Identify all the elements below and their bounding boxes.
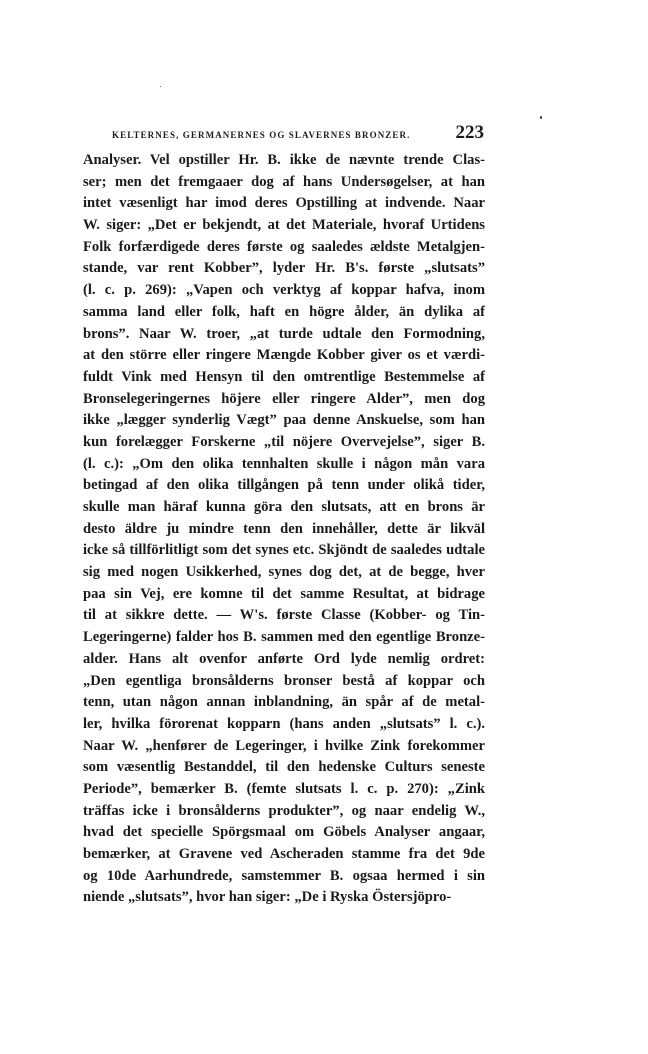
text-line: Bronselegeringernes höjere eller ringere Alder”, men dog bbox=[83, 390, 485, 407]
text-line: fuldt Vink med Hensyn til den omtrentlige Bestemmelse af bbox=[83, 368, 485, 385]
text-line: betingad af den olika tillgången på tenn under olikå tider, bbox=[83, 477, 485, 494]
text-line: „Den egentliga bronsålderns bronser bestå af koppar och bbox=[83, 672, 485, 689]
text-line: (l. c. p. 269): „Vapen och verktyg af koppar hafva, inom bbox=[83, 282, 485, 299]
text-line: desto äldre ju mindre tenn den innehåller, dette är likväl bbox=[83, 520, 485, 537]
text-line: W. siger: „Det er bekjendt, at det Materiale, hvoraf Urtidens bbox=[83, 217, 485, 234]
text-line: ikke „lægger synderlig Vægt” paa denne Anskuelse, som han bbox=[83, 412, 485, 429]
paper-speck bbox=[540, 116, 542, 119]
text-line: paa sin Vej, ere komne til det samme Resultat, at bidrage bbox=[83, 585, 485, 602]
paper-speck bbox=[160, 86, 161, 87]
text-line: alder. Hans alt ovenfor anførte Ord lyde nemlig ordret: bbox=[83, 650, 485, 667]
text-line: kun forelægger Forskerne „til nöjere Overvejelse”, siger B. bbox=[83, 433, 485, 450]
text-line: at den större eller ringere Mængde Kobber giver os et værdi- bbox=[83, 347, 485, 364]
text-line: icke så tillförlitligt som det synes etc. Skjöndt de saaledes udtale bbox=[83, 542, 485, 559]
text-line: niende „slutsats”, hvor han siger: „De i Ryska Östersjöpro- bbox=[83, 889, 452, 906]
text-line: ler, hvilka förorenat kopparn (hans anden „slutsats” l. c.). bbox=[83, 715, 485, 732]
text-line: samma land eller folk, haft en högre ålder, än dylika af bbox=[83, 303, 485, 320]
text-line: träffas icke i bronsålderns produkter”, og naar endelig W., bbox=[83, 802, 485, 819]
text-line: Naar W. „henfører de Legeringer, i hvilke Zink forekommer bbox=[83, 737, 485, 754]
text-line: stande, var rent Kobber”, lyder Hr. B's. første „slutsats” bbox=[83, 260, 485, 277]
text-line: tenn, utan någon annan inblandning, än spår af de metal- bbox=[83, 694, 485, 711]
text-line: Folk forfærdigede deres første og saaledes ældste Metalgjen- bbox=[83, 238, 485, 255]
text-line: Periode”, bemærker B. (femte slutsats l. c. p. 270): „Zink bbox=[83, 780, 485, 797]
running-head bbox=[112, 122, 484, 148]
text-line: intet væsenligt har imod deres Opstilling at indvende. Naar bbox=[83, 195, 485, 212]
text-line: til at sikkre dette. — W's. første Classe (Kobber- og Tin- bbox=[83, 607, 485, 624]
body-text bbox=[83, 150, 485, 909]
text-line: brons”. Naar W. troer, „at turde udtale den Formodning, bbox=[83, 325, 485, 342]
text-line: og 10de Aarhundrede, samstemmer B. ogsaa hermed i sin bbox=[83, 867, 485, 884]
text-line: (l. c.): „Om den olika tennhalten skulle i någon mån vara bbox=[83, 455, 485, 472]
page-number: 223 bbox=[455, 122, 484, 143]
text-line: Legeringerne) falder hos B. sammen med den egentlige Bronze- bbox=[83, 629, 485, 646]
text-line: skulle man häraf kunna göra den slutsats, att en brons är bbox=[83, 499, 485, 515]
text-line: Analyser. Vel opstiller Hr. B. ikke de nævnte trende Clas- bbox=[83, 152, 485, 168]
text-line: hvad det specielle Spörgsmaal om Göbels Analyser angaar, bbox=[83, 824, 485, 841]
text-line: bemærker, at Gravene ved Ascheraden stamme fra det 9de bbox=[83, 846, 485, 862]
running-title: KELTERNES, GERMANERNES OG SLAVERNES BRONZER. bbox=[112, 130, 411, 140]
text-line: ser; men det fremgaaer dog af hans Undersøgelser, at han bbox=[83, 173, 485, 190]
text-line: sig med nogen Usikkerhed, synes dog det, at de begge, hver bbox=[83, 564, 485, 581]
text-line: som væsentlig Bestanddel, til den hedenske Culturs seneste bbox=[83, 759, 485, 776]
